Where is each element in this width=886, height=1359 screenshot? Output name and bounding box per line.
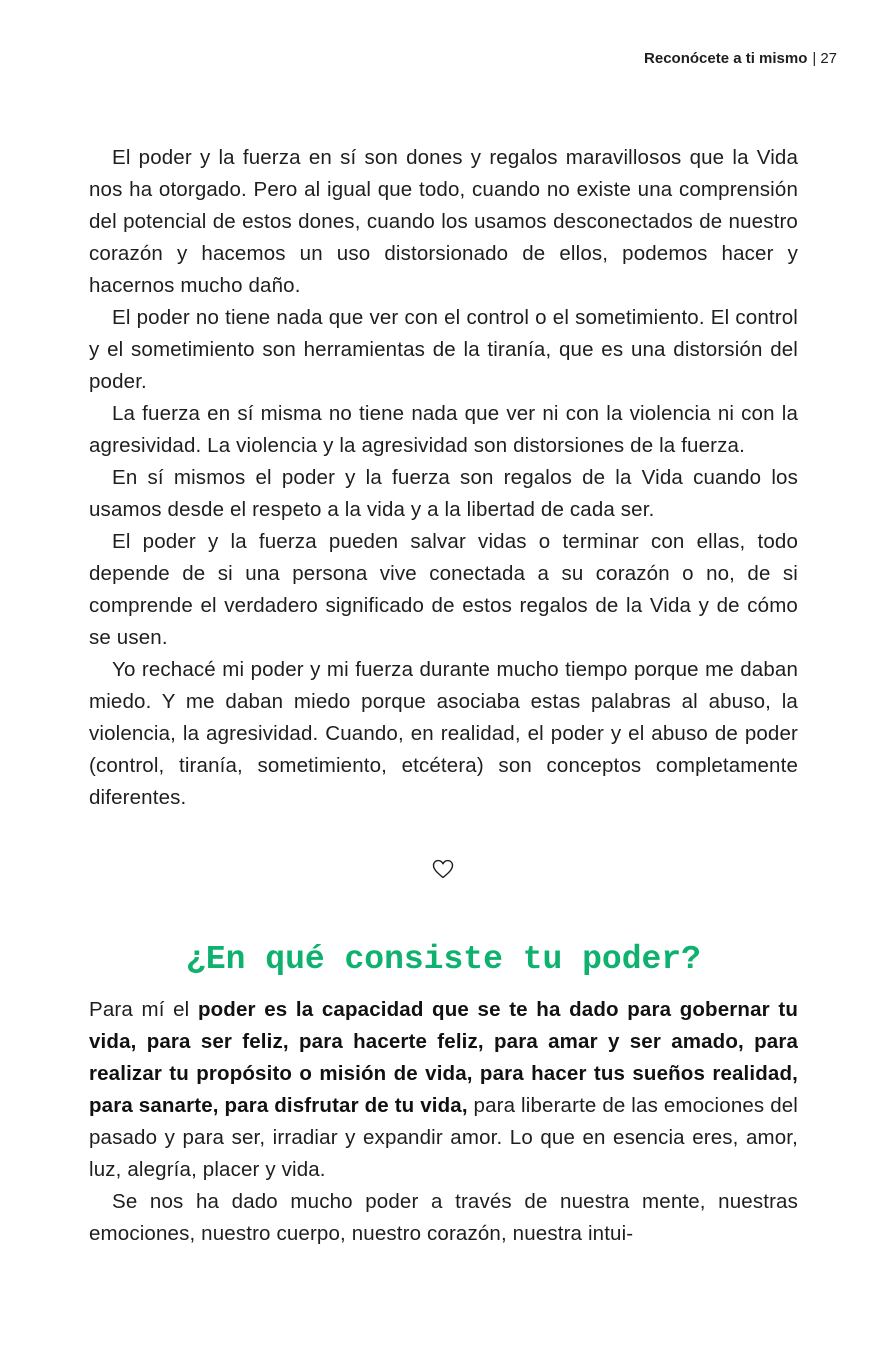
- body-text-block-2: [89, 994, 798, 1250]
- page-number: 27: [820, 50, 837, 67]
- section-paragraph-1: [89, 994, 798, 1186]
- section-title: ¿En qué consiste tu poder?: [186, 941, 701, 978]
- section-paragraph-2: Se nos ha dado mucho poder a través de nuestra mente, nuestras emociones, nuestro cuerpo, nuestro corazón, nuestra intui-: [89, 1190, 798, 1245]
- paragraph-6: Yo rechacé mi poder y mi fuerza durante mucho tiempo porque me daban miedo. Y me daban miedo porque asociaba estas palabras al abuso, la violencia, la agresividad. Cuando, en realidad, el poder y el abuso de poder (control, tiranía, sometimiento, etcétera) son conceptos completamente diferentes.: [89, 658, 798, 809]
- paragraph-4: En sí mismos el poder y la fuerza son regalos de la Vida cuando los usamos desde el respeto a la vida y a la libertad de cada ser.: [89, 466, 798, 521]
- header-separator: |: [812, 50, 817, 67]
- section-paragraph-1-emphasis: poder es la capacidad que se te ha dado para gobernar tu vida, para ser feliz, para hacerte feliz, para amar y ser amado, para realizar tu propósito o misión de vida, para hacer tus sueños realidad, para sanarte, para disfrutar de tu vida,: [89, 998, 798, 1117]
- heart-outline-icon: [431, 857, 455, 881]
- body-text-block-1: [89, 142, 798, 814]
- paragraph-2: El poder no tiene nada que ver con el control o el sometimiento. El control y el sometimiento son herramientas de la tiranía, que es una distorsión del poder.: [89, 306, 798, 393]
- paragraph-5: El poder y la fuerza pueden salvar vidas o terminar con ellas, todo depende de si una persona vive conectada a su corazón o no, de si comprende el verdadero significado de estos regalos de la Vida y de cómo se usen.: [89, 530, 798, 649]
- paragraph-1: El poder y la fuerza en sí son dones y regalos maravillosos que la Vida nos ha otorgado. Pero al igual que todo, cuando no existe una comprensión del potencial de estos dones, cuando los usamos desconectados de nuestro corazón y hacemos un uso distorsionado de ellos, podemos hacer y hacernos mucho daño.: [89, 146, 798, 297]
- running-head: [644, 48, 837, 70]
- chapter-title: Reconócete a ti mismo: [644, 50, 808, 67]
- paragraph-3: La fuerza en sí misma no tiene nada que ver ni con la violencia ni con la agresividad. La violencia y la agresividad son distorsiones de la fuerza.: [89, 402, 798, 457]
- section-paragraph-1-rest: para liberarte de las emociones del pasado y para ser, irradiar y expandir amor. Lo que en esencia eres, amor, luz, alegría, placer y vida.: [89, 1094, 798, 1181]
- section-paragraph-1-lead: Para mí el: [89, 998, 198, 1021]
